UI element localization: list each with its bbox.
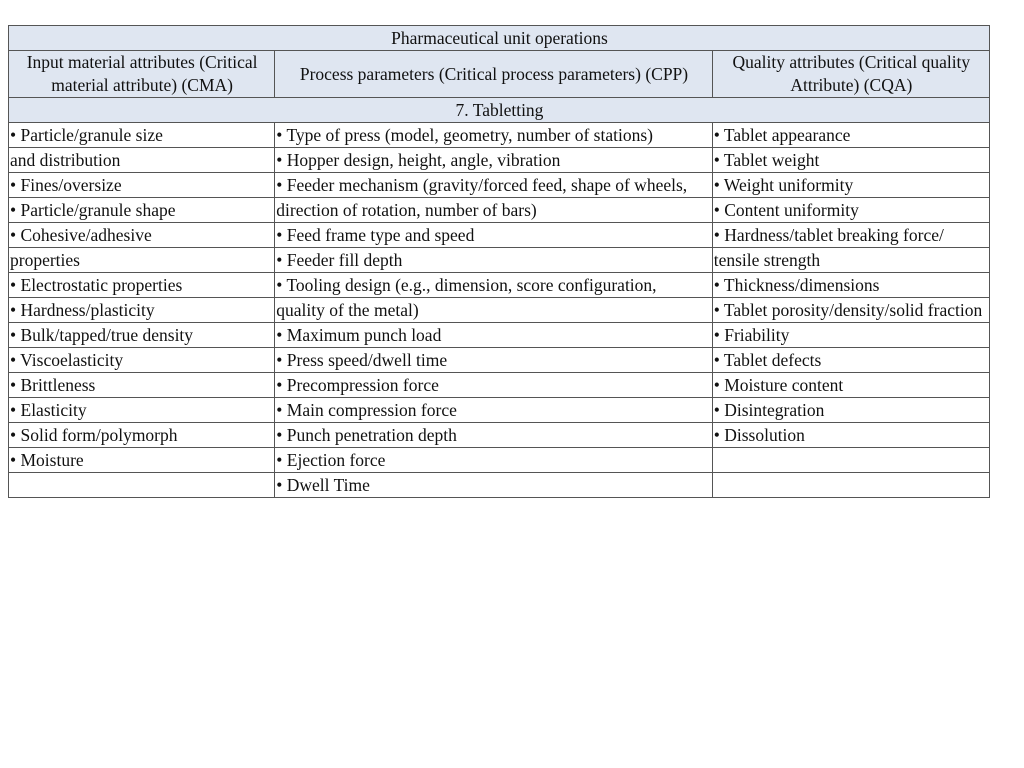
cpp-cell: • Precompression force xyxy=(275,373,712,398)
cpp-cell: • Type of press (model, geometry, number of stations) xyxy=(275,123,712,148)
table-row xyxy=(9,248,990,273)
cqa-cell: • Hardness/tablet breaking force/ xyxy=(712,223,989,248)
cma-cell: • Particle/granule size xyxy=(9,123,275,148)
cqa-cell: • Moisture content xyxy=(712,373,989,398)
cpp-cell: direction of rotation, number of bars) xyxy=(275,198,712,223)
header-cpp: Process parameters (Critical process parameters) (CPP) xyxy=(275,51,712,98)
table-row xyxy=(9,423,990,448)
cpp-cell: • Press speed/dwell time xyxy=(275,348,712,373)
table-row xyxy=(9,448,990,473)
cqa-cell: • Dissolution xyxy=(712,423,989,448)
cpp-cell: quality of the metal) xyxy=(275,298,712,323)
cqa-cell: • Weight uniformity xyxy=(712,173,989,198)
table-row xyxy=(9,373,990,398)
cpp-cell: • Feeder fill depth xyxy=(275,248,712,273)
section-row xyxy=(9,98,990,123)
cqa-cell: • Content uniformity xyxy=(712,198,989,223)
cma-cell: • Cohesive/adhesive xyxy=(9,223,275,248)
cpp-cell: • Hopper design, height, angle, vibration xyxy=(275,148,712,173)
cpp-cell: • Feed frame type and speed xyxy=(275,223,712,248)
cma-cell xyxy=(9,473,275,498)
cpp-cell: • Feeder mechanism (gravity/forced feed, shape of wheels, xyxy=(275,173,712,198)
cma-cell: • Fines/oversize xyxy=(9,173,275,198)
table-header-row xyxy=(9,51,990,98)
table-row xyxy=(9,223,990,248)
cma-cell: • Elasticity xyxy=(9,398,275,423)
unit-operations-table xyxy=(8,25,990,498)
cpp-cell: • Maximum punch load xyxy=(275,323,712,348)
cqa-cell: • Tablet porosity/density/solid fraction xyxy=(712,298,989,323)
cqa-cell: • Tablet defects xyxy=(712,348,989,373)
cpp-cell: • Main compression force xyxy=(275,398,712,423)
table-row xyxy=(9,323,990,348)
cma-cell: • Particle/granule shape xyxy=(9,198,275,223)
table-row xyxy=(9,473,990,498)
cma-cell: • Hardness/plasticity xyxy=(9,298,275,323)
cqa-cell xyxy=(712,448,989,473)
header-cqa: Quality attributes (Critical quality Attribute) (CQA) xyxy=(712,51,989,98)
cma-cell: • Brittleness xyxy=(9,373,275,398)
cma-cell: • Viscoelasticity xyxy=(9,348,275,373)
table-row xyxy=(9,198,990,223)
cma-cell: • Bulk/tapped/true density xyxy=(9,323,275,348)
cpp-cell: • Punch penetration depth xyxy=(275,423,712,448)
table-row xyxy=(9,273,990,298)
table-row xyxy=(9,398,990,423)
header-cma: Input material attributes (Critical material attribute) (CMA) xyxy=(9,51,275,98)
cma-cell: • Solid form/polymorph xyxy=(9,423,275,448)
cma-cell: • Electrostatic properties xyxy=(9,273,275,298)
cpp-cell: • Ejection force xyxy=(275,448,712,473)
table-row xyxy=(9,123,990,148)
cqa-cell: • Tablet appearance xyxy=(712,123,989,148)
cma-cell: properties xyxy=(9,248,275,273)
cqa-cell: • Thickness/dimensions xyxy=(712,273,989,298)
cqa-cell xyxy=(712,473,989,498)
table-title: Pharmaceutical unit operations xyxy=(9,26,990,51)
cpp-cell: • Dwell Time xyxy=(275,473,712,498)
cma-cell: • Moisture xyxy=(9,448,275,473)
table-row xyxy=(9,148,990,173)
cma-cell: and distribution xyxy=(9,148,275,173)
cqa-cell: • Friability xyxy=(712,323,989,348)
cqa-cell: • Tablet weight xyxy=(712,148,989,173)
table-row xyxy=(9,173,990,198)
table-row xyxy=(9,348,990,373)
cpp-cell: • Tooling design (e.g., dimension, score configuration, xyxy=(275,273,712,298)
table-title-row xyxy=(9,26,990,51)
cqa-cell: tensile strength xyxy=(712,248,989,273)
table-row xyxy=(9,298,990,323)
section-title: 7. Tabletting xyxy=(9,98,990,123)
cqa-cell: • Disintegration xyxy=(712,398,989,423)
